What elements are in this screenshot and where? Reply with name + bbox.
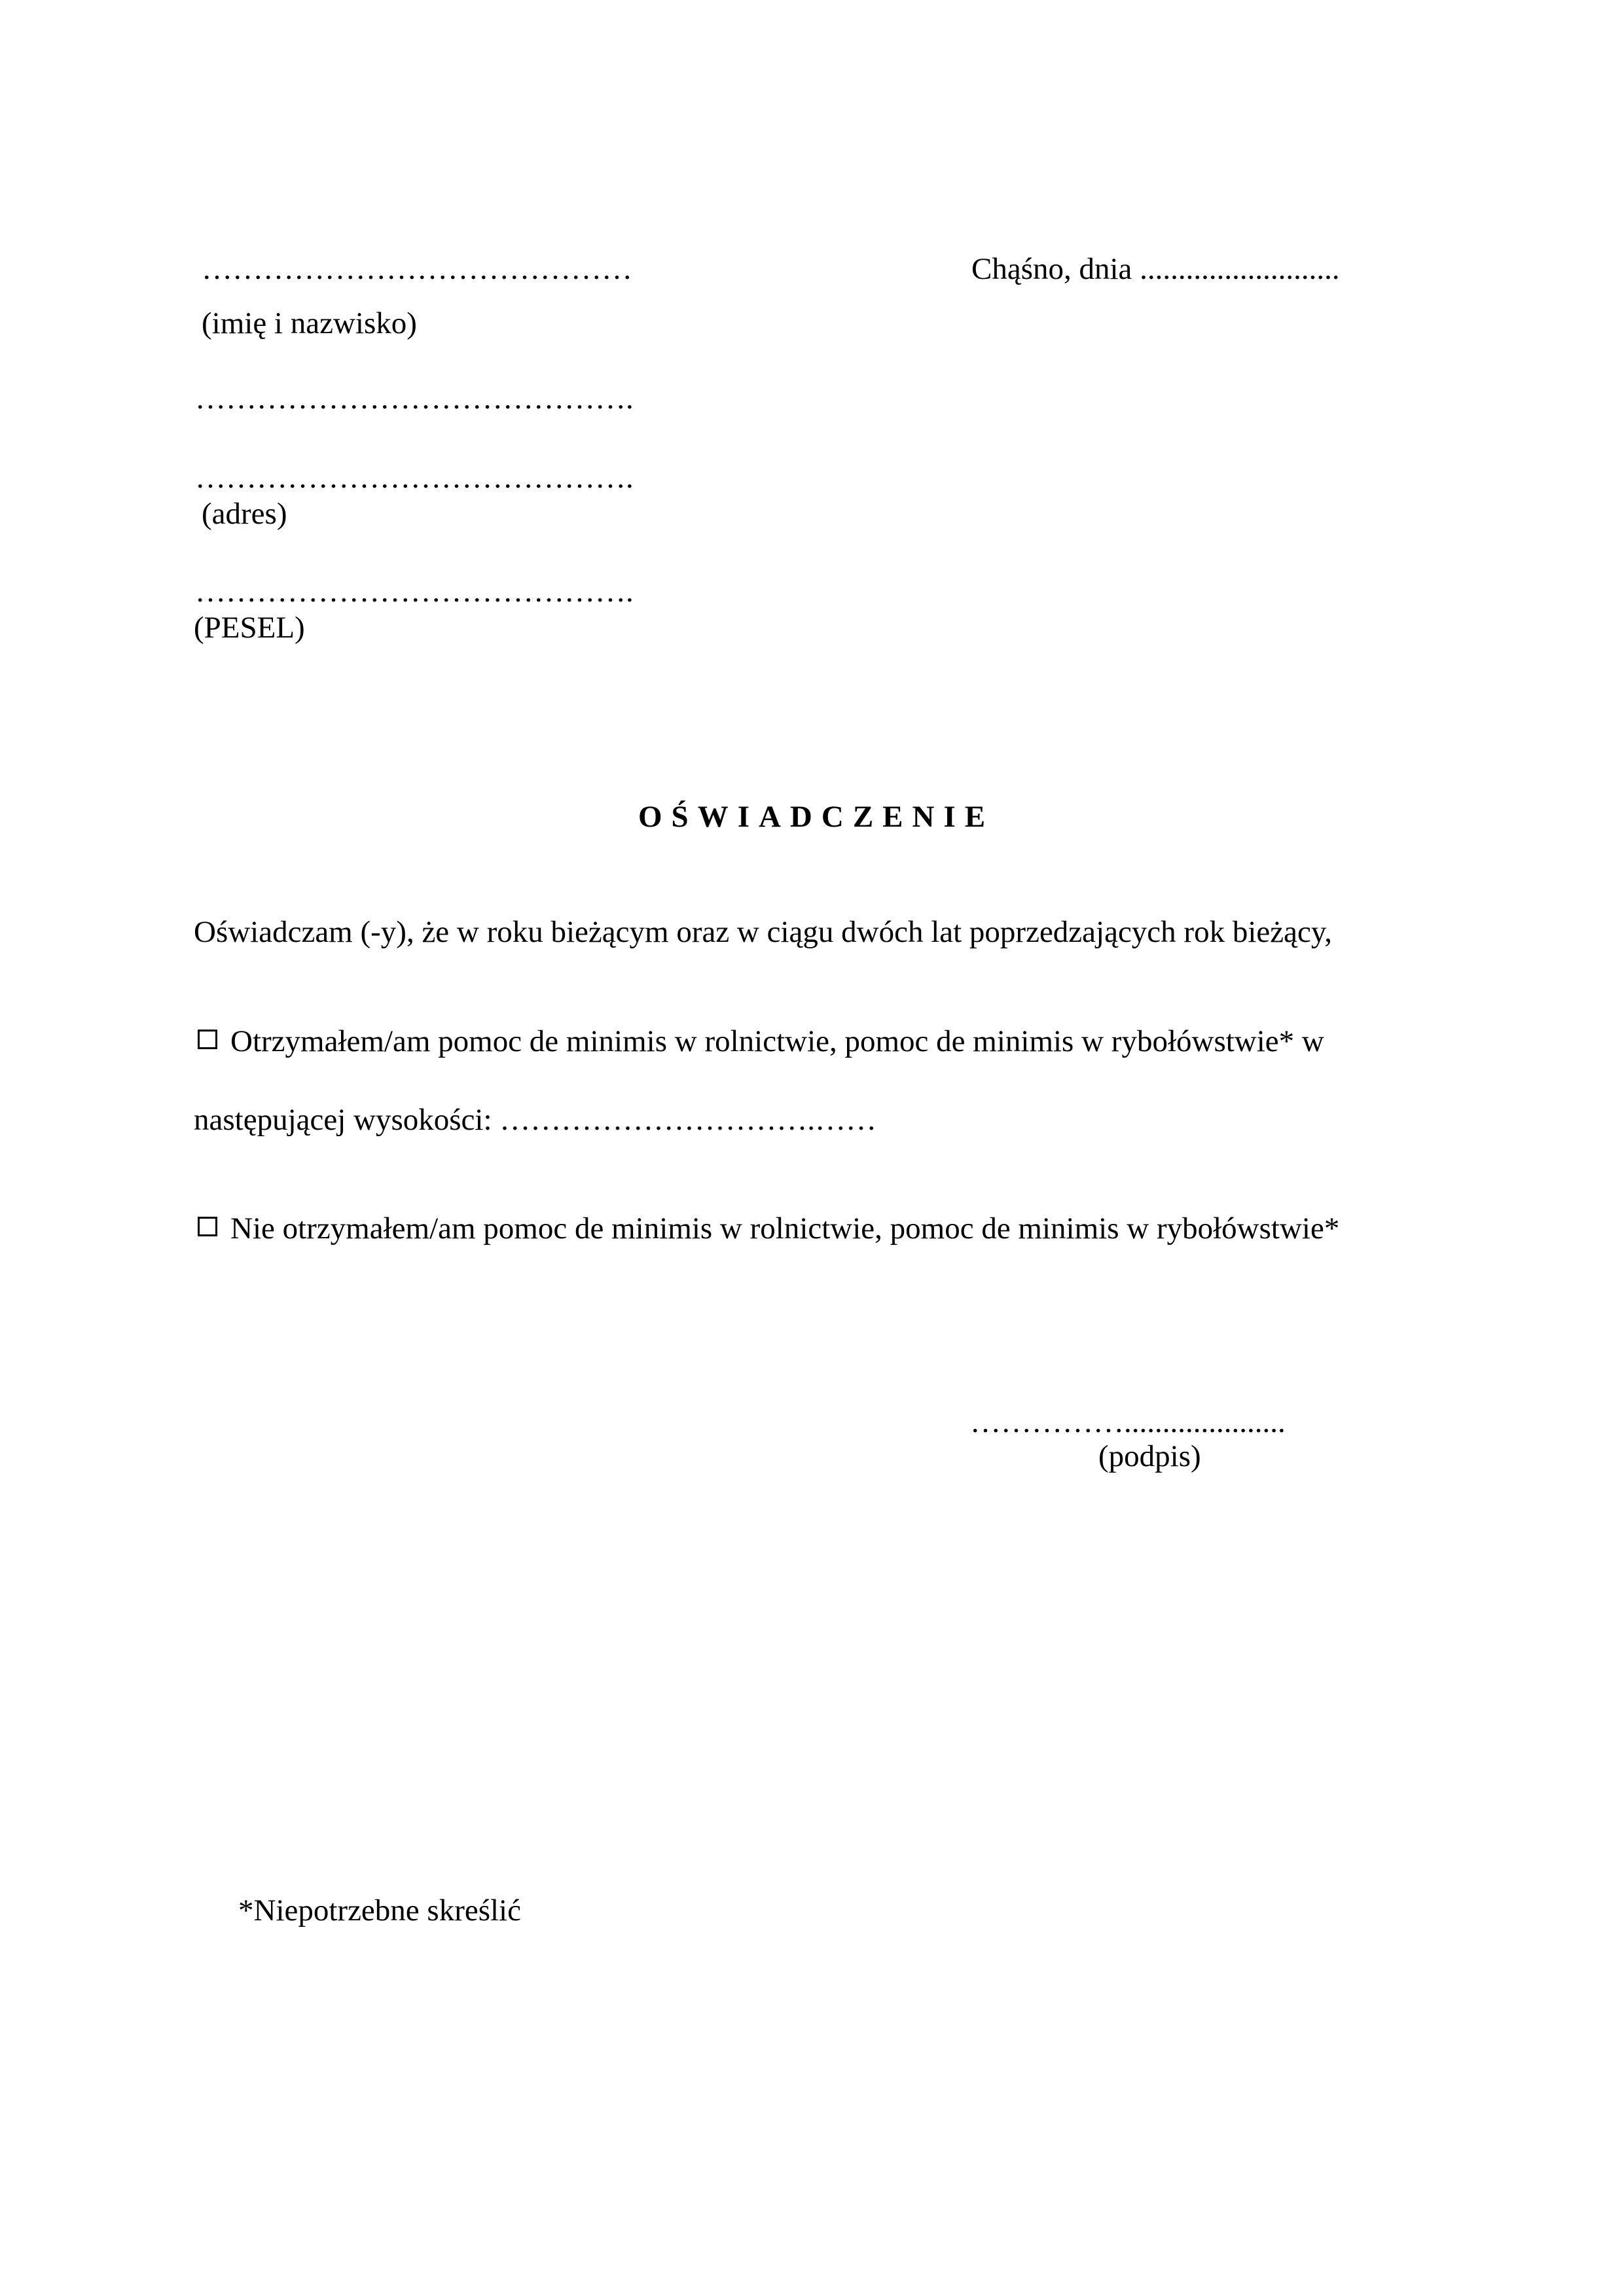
pesel-label: (PESEL) (194, 611, 305, 645)
name-label: (imię i nazwisko) (202, 306, 417, 340)
option-received-checkbox[interactable] (198, 1030, 217, 1049)
signature-label: (podpis) (1098, 1439, 1201, 1473)
address-dots-1: ……………………………………. (195, 382, 634, 416)
document-title: OŚWIADCZENIE (638, 800, 995, 834)
intro-text: Oświadczam (-y), że w roku bieżącym oraz w ciągu dwóch lat poprzedzających rok bieżący, (194, 915, 1333, 949)
footnote: *Niepotrzebne skreślić (238, 1893, 521, 1928)
option-not-received-text: Nie otrzymałem/am pomoc de minimis w rolnictwie, pomoc de minimis w rybołówstwie* (230, 1211, 1340, 1246)
option-received-amount: następującej wysokości: ………………………….…… (194, 1103, 877, 1137)
place-date: Chąśno, dnia .......................... (971, 252, 1340, 286)
signature-dots: ……………..................... (970, 1405, 1286, 1439)
address-dots-2: ……………………………………. (195, 461, 634, 495)
option-not-received-checkbox[interactable] (198, 1217, 217, 1236)
name-dots: …………………………………… (202, 252, 632, 286)
option-received-text: Otrzymałem/am pomoc de minimis w rolnictwie, pomoc de minimis w rybołówstwie* w (230, 1024, 1324, 1058)
address-label: (adres) (202, 497, 287, 531)
pesel-dots: ……………………………………. (195, 575, 634, 609)
